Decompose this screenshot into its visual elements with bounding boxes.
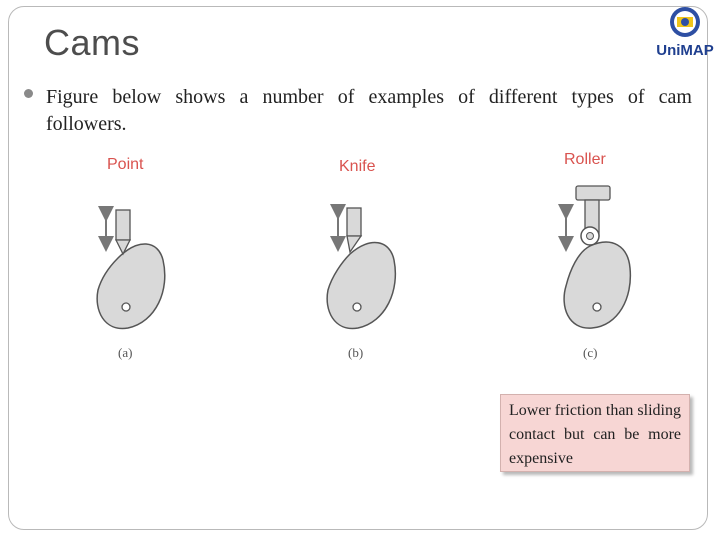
logo-text: UniMAP [656,42,714,59]
caption-a: (a) [118,345,133,360]
label-knife: Knife [339,158,376,175]
slide-title: Cams [44,22,141,63]
label-roller: Roller [564,151,606,168]
roller-follower-figure [564,186,630,328]
knife-follower-figure [327,208,395,328]
point-follower-figure [97,210,165,328]
bullet-text: Figure below shows a number of examples of different types of cam followers. [46,86,692,135]
caption-c: (c) [583,345,598,360]
label-point: Point [107,156,144,173]
caption-b: (b) [348,345,364,360]
callout-text: Lower friction than sliding contact but can be more expensive [509,402,681,467]
callout-note [500,394,690,472]
